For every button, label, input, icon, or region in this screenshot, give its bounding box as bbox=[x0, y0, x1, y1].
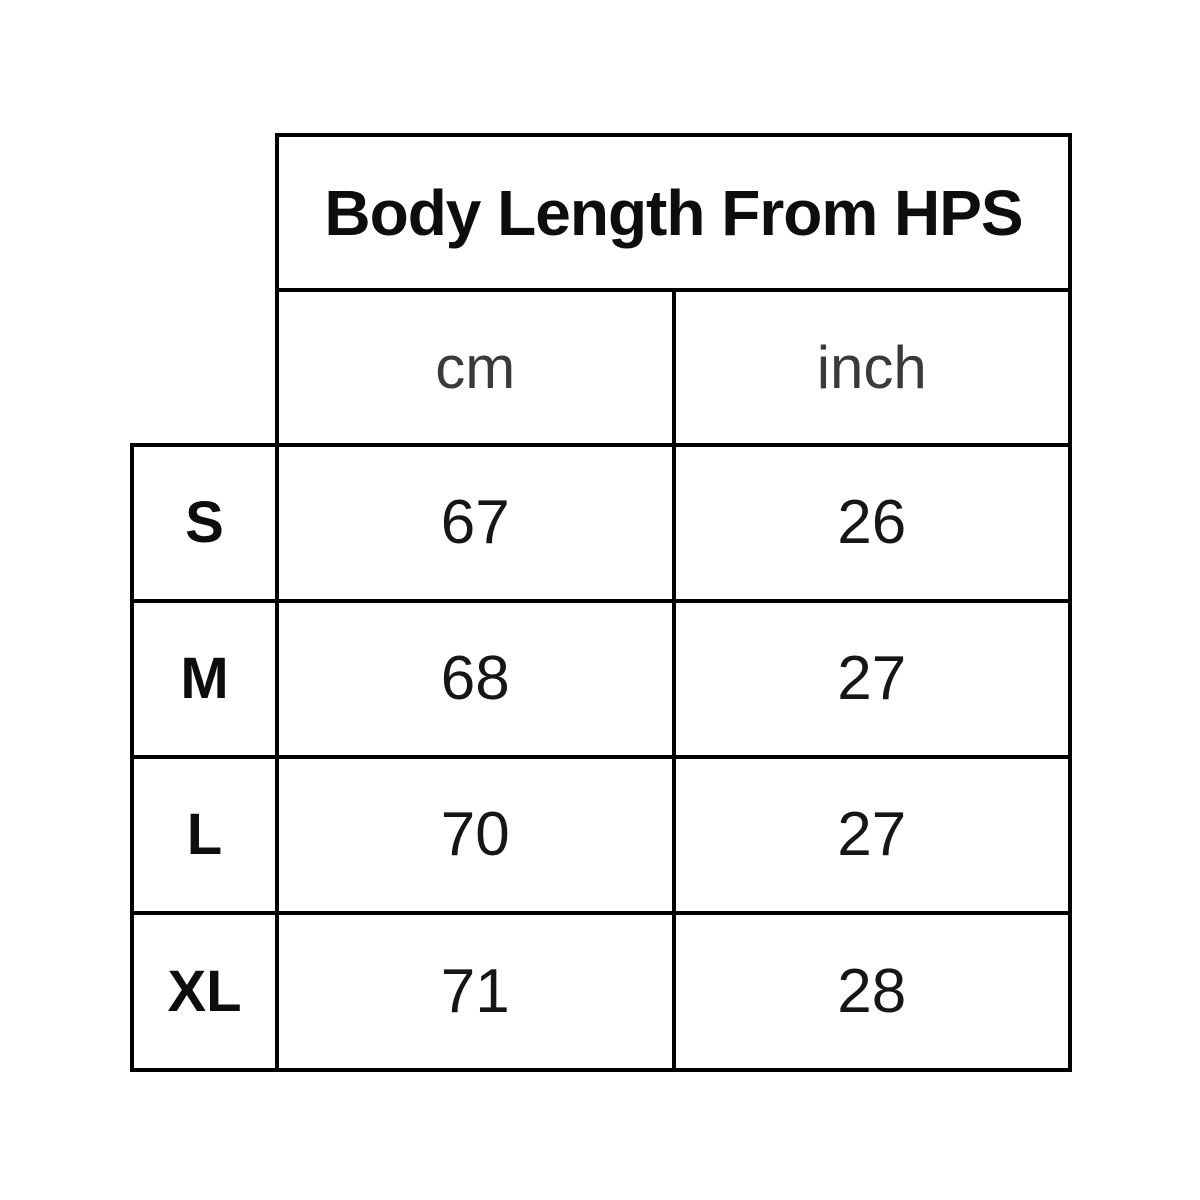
table-row-xl bbox=[132, 913, 1070, 1070]
value-l-cm: 70 bbox=[277, 757, 674, 913]
title-row bbox=[132, 135, 1070, 290]
size-label-l: L bbox=[132, 757, 277, 913]
table-title: Body Length From HPS bbox=[277, 135, 1070, 290]
table-row-m bbox=[132, 601, 1070, 757]
size-label-xl: XL bbox=[132, 913, 277, 1070]
size-label-s: S bbox=[132, 445, 277, 601]
size-chart-table bbox=[130, 133, 1072, 1072]
value-s-inch: 26 bbox=[674, 445, 1071, 601]
column-header-cm: cm bbox=[277, 290, 674, 445]
value-l-inch: 27 bbox=[674, 757, 1071, 913]
value-m-cm: 68 bbox=[277, 601, 674, 757]
value-s-cm: 67 bbox=[277, 445, 674, 601]
value-xl-inch: 28 bbox=[674, 913, 1071, 1070]
spacer-cell-top bbox=[132, 135, 277, 290]
spacer-cell-units bbox=[132, 290, 277, 445]
value-m-inch: 27 bbox=[674, 601, 1071, 757]
value-xl-cm: 71 bbox=[277, 913, 674, 1070]
unit-header-row bbox=[132, 290, 1070, 445]
table-row-s bbox=[132, 445, 1070, 601]
column-header-inch: inch bbox=[674, 290, 1071, 445]
size-label-m: M bbox=[132, 601, 277, 757]
table-row-l bbox=[132, 757, 1070, 913]
